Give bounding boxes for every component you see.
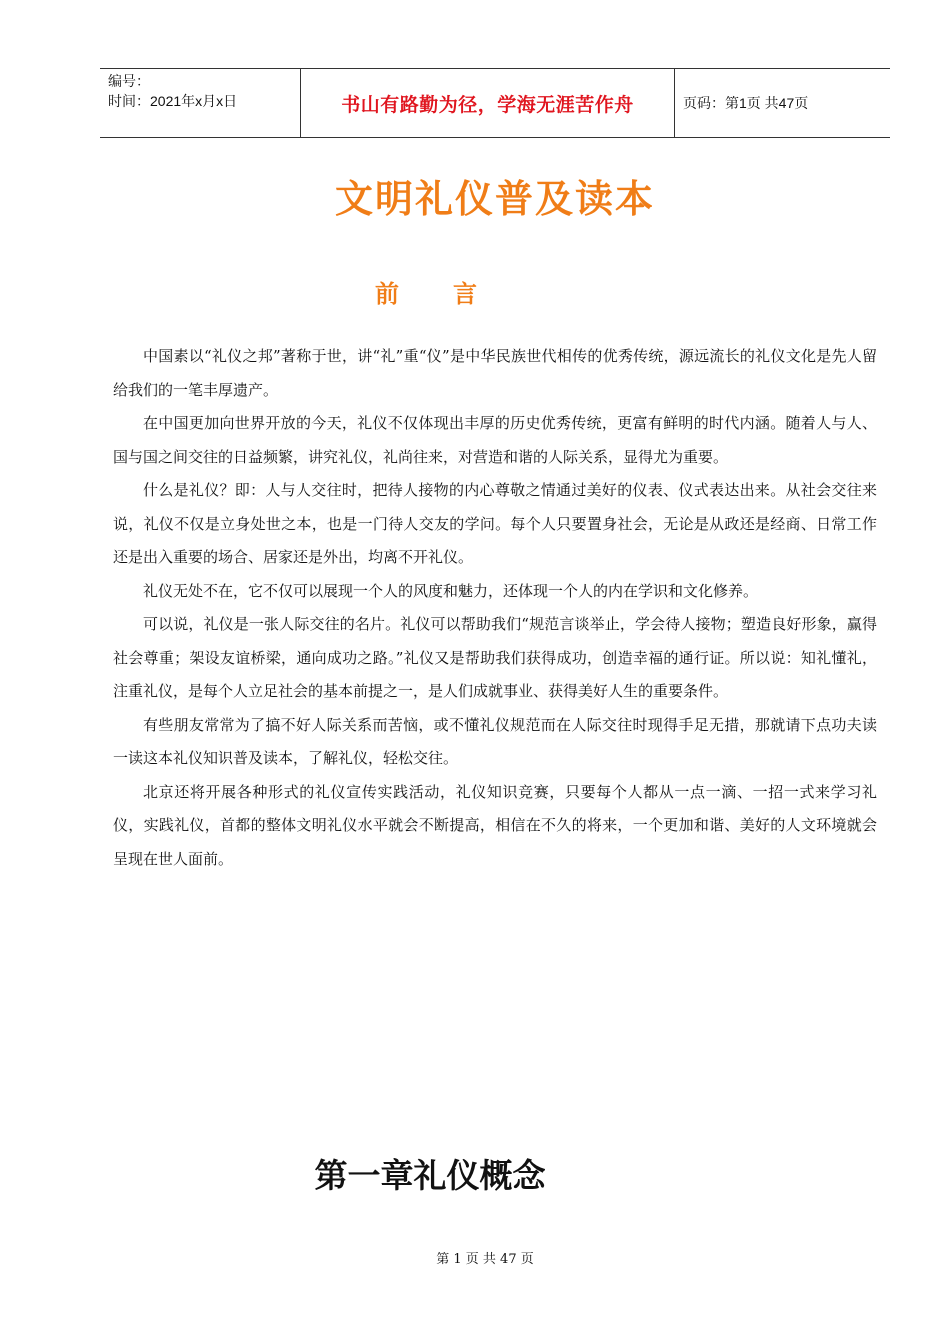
header-motto: 书山有路勤为径，学海无涯苦作舟 <box>341 93 634 116</box>
document-time-label: 时间：2021年x月x日 <box>108 93 238 109</box>
paragraph: 在中国更加向世界开放的今天，礼仪不仅体现出丰厚的历史优秀传统，更富有鲜明的时代内涵。随着人与人、国与国之间交往的日益频繁，讲究礼仪，礼尚往来，对营造和谐的人际关系，显得尤为重要。 <box>113 414 877 466</box>
paragraph: 中国素以“礼仪之邦”著称于世，讲“礼”重“仪”是中华民族世代相传的优秀传统，源远流长的礼仪文化是先人留给我们的一笔丰厚遗产。 <box>113 347 877 399</box>
document-title: 文明礼仪普及读本 <box>334 176 655 221</box>
header-motto-cell <box>300 69 675 137</box>
header-meta <box>100 69 300 137</box>
document-number-label: 编号： <box>108 73 150 89</box>
header-page-cell <box>675 69 890 137</box>
paragraph: 礼仪无处不在，它不仅可以展现一个人的风度和魅力，还体现一个人的内在学识和文化修养。 <box>143 581 759 600</box>
paragraph: 什么是礼仪？即：人与人交往时，把待人接物的内心尊敬之情通过美好的仪表、仪式表达出来。从社会交往来说，礼仪不仅是立身处世之本，也是一门待人交友的学问。每个人只要置身社会，无论是从政还是经商、日常工作还是出入重要的场合、居家还是外出，均离不开礼仪。 <box>113 481 877 566</box>
paragraph: 有些朋友常常为了搞不好人际关系而苦恼，或不懂礼仪规范而在人际交往时现得手足无措，那就请下点功夫读一读这本礼仪知识普及读本，了解礼仪，轻松交往。 <box>113 715 877 767</box>
chapter-heading: 第一章礼仪概念 <box>314 1156 546 1195</box>
header-page-info: 页码：第1页 共47页 <box>683 95 809 111</box>
page-footer: 第 1 页 共 47 页 <box>436 1252 534 1267</box>
paragraph: 北京还将开展各种形式的礼仪宣传实践活动，礼仪知识竞赛，只要每个人都从一点一滴、一招一式来学习礼仪，实践礼仪，首都的整体文明礼仪水平就会不断提高，相信在不久的将来，一个更加和谐、美好的人文环境就会呈现在世人面前。 <box>113 782 877 868</box>
preface-body <box>113 340 877 876</box>
paragraph: 可以说，礼仪是一张人际交往的名片。礼仪可以帮助我们“规范言谈举止，学会待人接物；塑造良好形象，赢得社会尊重；架设友谊桥梁，通向成功之路。”礼仪又是帮助我们获得成功，创造幸福的通行证。所以说：知礼懂礼，注重礼仪，是每个人立足社会的基本前提之一，是人们成就事业、获得美好人生的重要条件。 <box>113 615 877 700</box>
page-header <box>100 68 890 138</box>
preface-heading-text: 前言 <box>375 279 531 308</box>
preface-heading <box>0 274 906 309</box>
